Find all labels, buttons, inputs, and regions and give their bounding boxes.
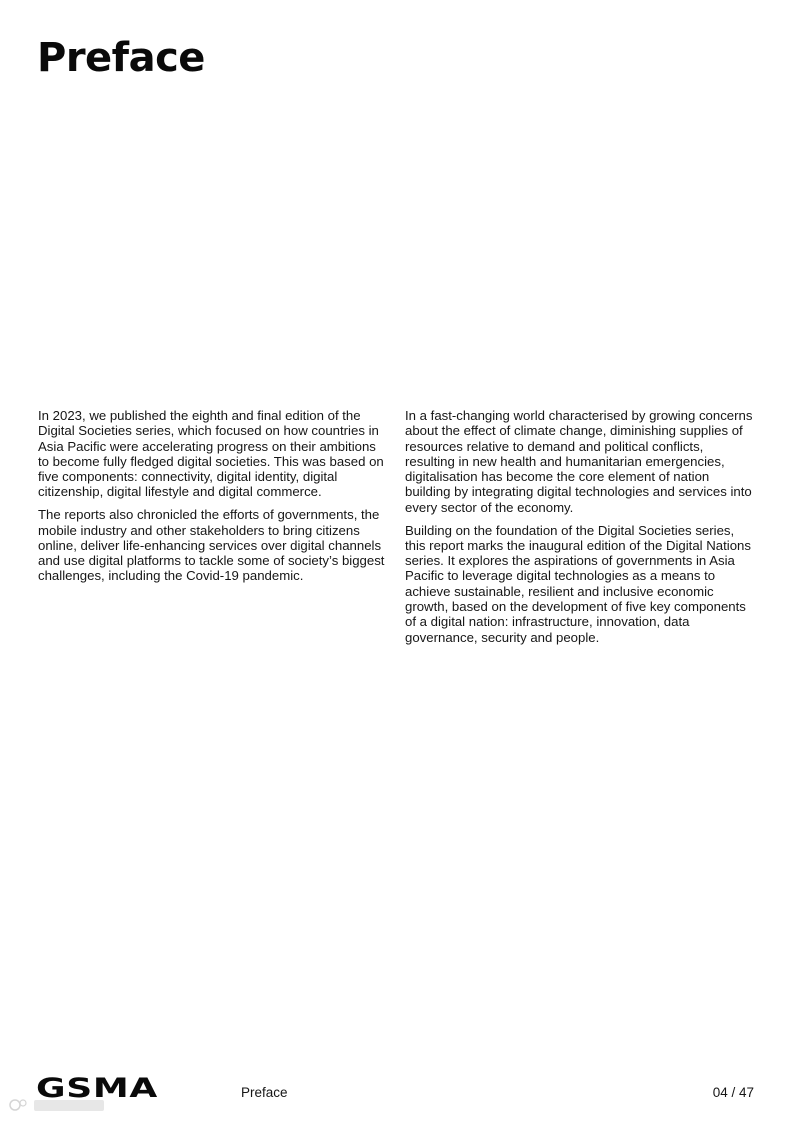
body-column-right: [405, 408, 755, 652]
paragraph: The reports also chronicled the efforts of governments, the mobile industry and other stakeholders to bring citizens online, deliver life-enhancing services over digital channels and use digital platforms to tackle some of society’s biggest challenges, including the Covid-19 pandemic.: [38, 507, 385, 584]
gsma-logo-text: GSMA: [36, 1073, 158, 1104]
paragraph: In 2023, we published the eighth and final edition of the Digital Societies series, which focused on how countries in Asia Pacific were accelerating progress on their ambitions to become fully fledged digital societies. This was based on five components: connectivity, digital identity, digital citizenship, digital lifestyle and digital commerce.: [38, 408, 384, 500]
paragraph: In a fast-changing world characterised by growing concerns about the effect of climate change, diminishing supplies of resources relative to demand and political conflicts, resulting in new health and humanitarian emergencies, digitalisation has become the core element of nation building by integrating digital technologies and services into every sector of the economy.: [405, 408, 753, 515]
paragraph: Building on the foundation of the Digital Societies series, this report marks the inaugural edition of the Digital Nations series. It explores the aspirations of governments in Asia Pacific to leverage digital technologies as a means to achieve sustainable, resilient and inclusive economic growth, based on the development of five key components of a digital nation: infrastructure, innovation, data governance, security and people.: [405, 522, 751, 645]
page-number: 04 / 47: [712, 1085, 754, 1100]
footer-section-label: Preface: [241, 1085, 288, 1100]
watermark-icon: [6, 1094, 106, 1116]
body-column-left: [38, 408, 388, 591]
page-title: Preface: [37, 35, 205, 81]
